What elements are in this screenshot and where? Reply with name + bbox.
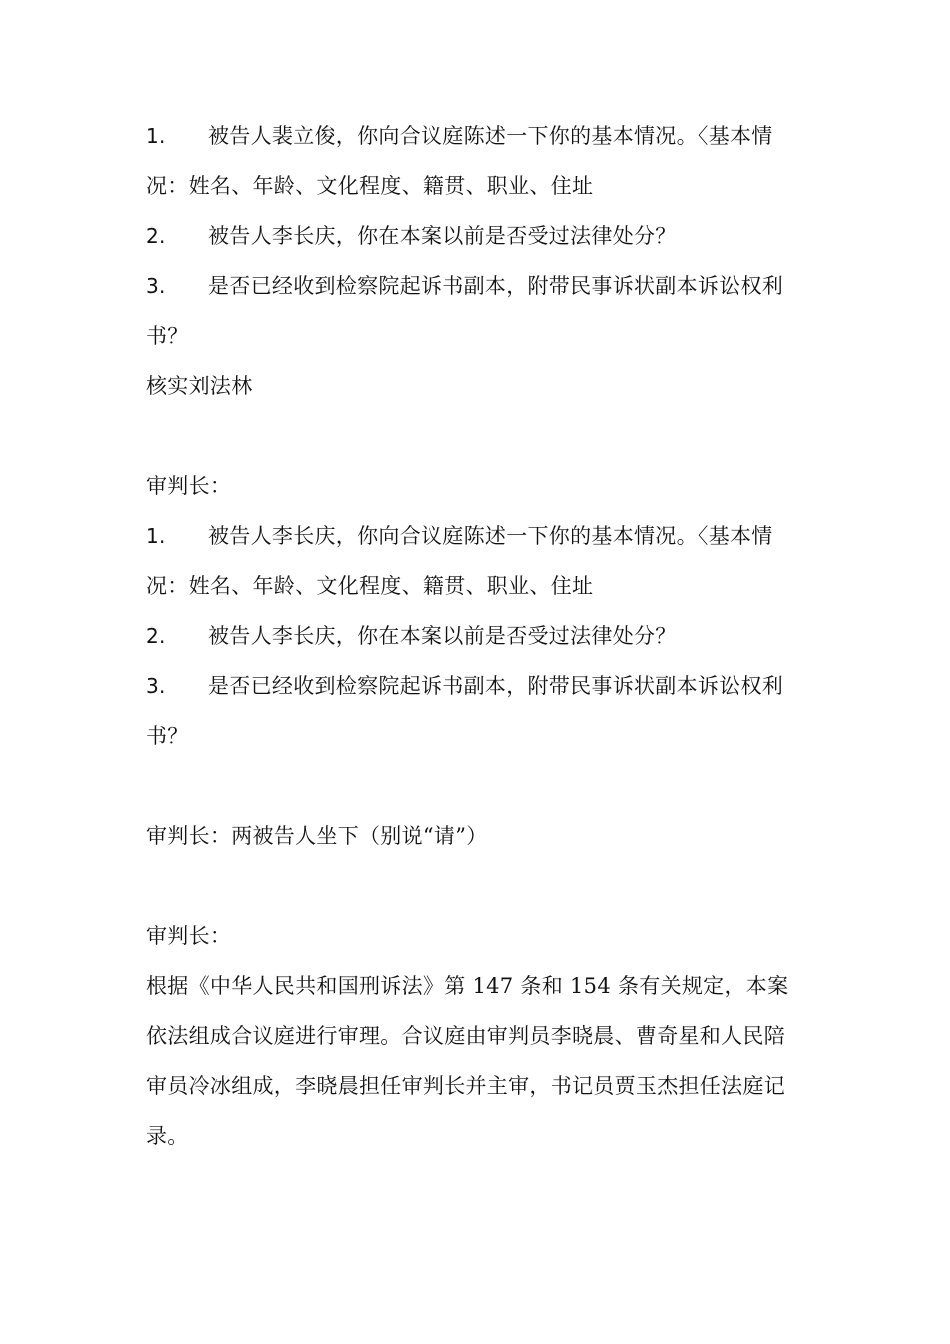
list-text: 被告人李长庆，你向合议庭陈述一下你的基本情况。〈基本情 [208,524,773,548]
paragraph-line: 依法组成合议庭进行审理。合议庭由审判员李晓晨、曹奇星和人民陪 [146,1024,785,1048]
list-text: 是否已经收到检察院起诉书副本，附带民事诉状副本诉讼权利 [208,674,784,698]
list-item-continuation: 书？ [146,724,189,748]
paragraph-line: 根据《中华人民共和国刑诉法》第 147 条和 154 条有关规定，本案 [146,974,789,998]
list-item [146,522,816,550]
list-number: 2. [146,624,166,648]
list-text: 被告人李长庆，你在本案以前是否受过法律处分？ [208,624,677,648]
list-text: 是否已经收到检察院起诉书副本，附带民事诉状副本诉讼权利 [208,274,784,298]
paragraph-line: 录。 [146,1124,189,1148]
list-item [146,272,816,300]
speaker-label: 审判长： [146,474,232,498]
instruction-text: 审判长：两被告人坐下（别说“请”） [146,824,488,848]
list-number: 2. [146,224,166,248]
note-text: 核实刘法林 [146,374,253,398]
speaker-label: 审判长： [146,924,232,948]
list-item-continuation: 况：姓名、年龄、文化程度、籍贯、职业、住址 [146,574,594,598]
list-item-continuation: 况：姓名、年龄、文化程度、籍贯、职业、住址 [146,174,594,198]
list-text: 被告人裴立俊，你向合议庭陈述一下你的基本情况。〈基本情 [208,124,773,148]
list-number: 3. [146,274,166,298]
list-item [146,122,816,150]
list-item [146,222,816,250]
list-number: 3. [146,674,166,698]
list-item-continuation: 书？ [146,324,189,348]
list-number: 1. [146,124,166,148]
list-item [146,672,816,700]
list-text: 被告人李长庆，你在本案以前是否受过法律处分？ [208,224,677,248]
list-item [146,622,816,650]
paragraph-line: 审员冷冰组成，李晓晨担任审判长并主审，书记员贾玉杰担任法庭记 [146,1074,785,1098]
list-number: 1. [146,524,166,548]
